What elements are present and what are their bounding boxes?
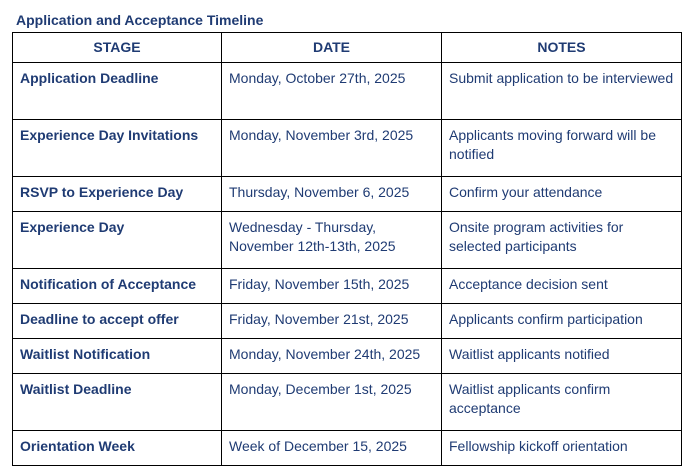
notes-cell: Waitlist applicants confirm acceptance xyxy=(442,374,682,431)
notes-cell: Acceptance decision sent xyxy=(442,269,682,304)
date-cell: Monday, November 24th, 2025 xyxy=(222,339,442,374)
table-row xyxy=(13,177,682,212)
date-cell: Monday, November 3rd, 2025 xyxy=(222,120,442,177)
date-cell: Monday, December 1st, 2025 xyxy=(222,374,442,431)
notes-cell: Fellowship kickoff orientation xyxy=(442,431,682,466)
stage-cell: Orientation Week xyxy=(13,431,222,466)
stage-cell: RSVP to Experience Day xyxy=(13,177,222,212)
date-cell: Monday, October 27th, 2025 xyxy=(222,63,442,120)
stage-cell: Experience Day xyxy=(13,212,222,269)
stage-cell: Waitlist Notification xyxy=(13,339,222,374)
stage-cell: Waitlist Deadline xyxy=(13,374,222,431)
notes-cell: Onsite program activities for selected participants xyxy=(442,212,682,269)
notes-cell: Applicants moving forward will be notified xyxy=(442,120,682,177)
date-cell: Thursday, November 6, 2025 xyxy=(222,177,442,212)
notes-cell: Waitlist applicants notified xyxy=(442,339,682,374)
column-header-date: DATE xyxy=(222,33,442,63)
table-row xyxy=(13,63,682,120)
column-header-stage: STAGE xyxy=(13,33,222,63)
page-title: Application and Acceptance Timeline xyxy=(16,12,264,28)
table-row xyxy=(13,120,682,177)
table-row xyxy=(13,212,682,269)
table-row xyxy=(13,339,682,374)
notes-cell: Confirm your attendance xyxy=(442,177,682,212)
stage-cell: Deadline to accept offer xyxy=(13,304,222,339)
timeline-table xyxy=(12,32,682,466)
table-row xyxy=(13,374,682,431)
table-header-row xyxy=(13,33,682,63)
stage-cell: Application Deadline xyxy=(13,63,222,120)
notes-cell: Submit application to be interviewed xyxy=(442,63,682,120)
date-cell: Week of December 15, 2025 xyxy=(222,431,442,466)
date-cell: Wednesday - Thursday, November 12th-13th, 2025 xyxy=(222,212,442,269)
column-header-notes: NOTES xyxy=(442,33,682,63)
notes-cell: Applicants confirm participation xyxy=(442,304,682,339)
stage-cell: Notification of Acceptance xyxy=(13,269,222,304)
date-cell: Friday, November 21st, 2025 xyxy=(222,304,442,339)
stage-cell: Experience Day Invitations xyxy=(13,120,222,177)
table-row xyxy=(13,269,682,304)
table-row xyxy=(13,304,682,339)
date-cell: Friday, November 15th, 2025 xyxy=(222,269,442,304)
table-row xyxy=(13,431,682,466)
